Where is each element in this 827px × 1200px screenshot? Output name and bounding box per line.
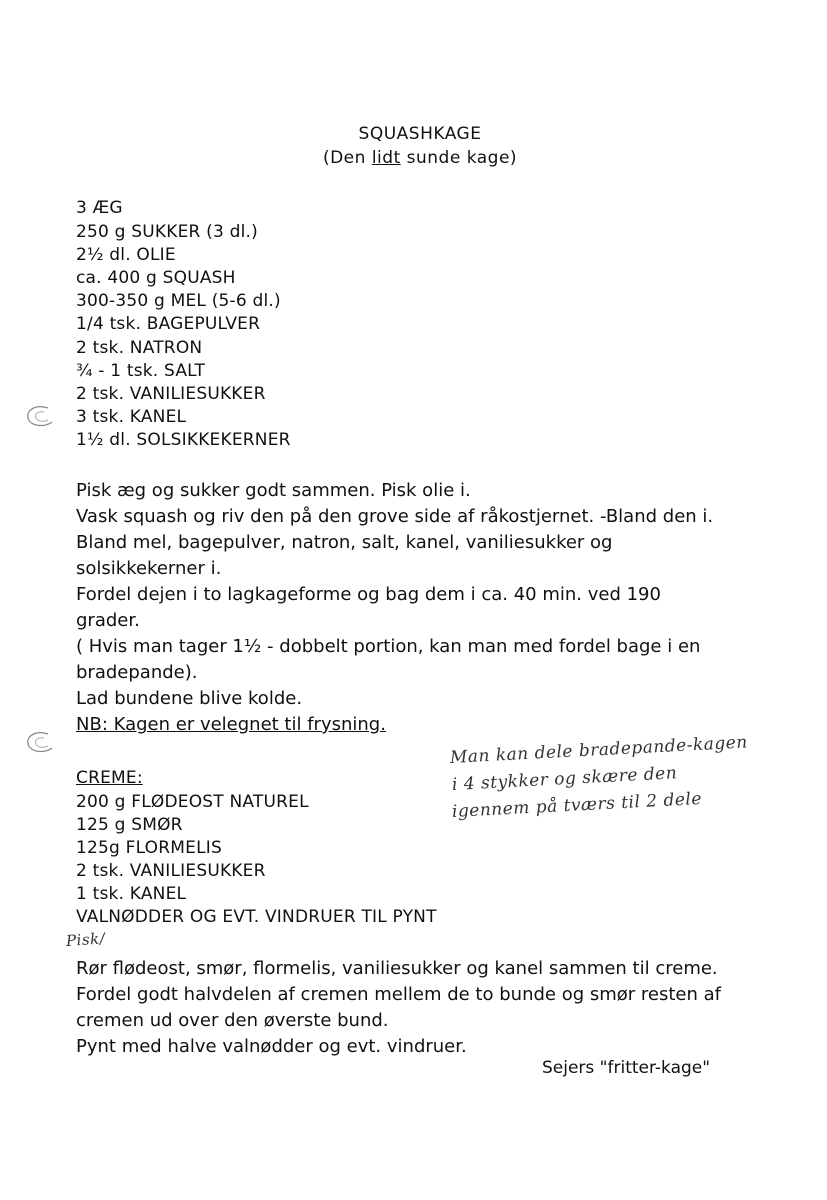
creme-method-line: Rør flødeost, smør, flormelis, vaniliesukker og kanel sammen til creme. [76,958,718,979]
creme-heading: CREME: [76,768,143,788]
subtitle-underlined-word: lidt [371,148,401,168]
method-line: Pisk æg og sukker godt sammen. Pisk olie i. [76,480,471,501]
handwritten-note-line: i 4 stykker og skære den [451,763,678,795]
creme-method-line: Fordel godt halvdelen af cremen mellem de to bunde og smør resten af [76,984,721,1005]
method-line: Bland mel, bagepulver, natron, salt, kanel, vaniliesukker og [76,532,613,553]
ingredient-line: 3 ÆG [76,198,123,218]
creme-ingredient-line: 2 tsk. VANILIESUKKER [76,861,266,881]
creme-method-line: Pynt med halve valnødder og evt. vindruer. [76,1036,467,1057]
creme-ingredient-line: 125 g SMØR [76,815,183,835]
ingredient-line: 2½ dl. OLIE [76,245,176,265]
handwritten-note-line: igennem på tværs til 2 dele [451,788,703,822]
punch-hole-mark [18,402,58,430]
method-line: Vask squash og riv den på den grove side af råkostjernet. -Bland den i. [76,506,714,527]
method-line: ( Hvis man tager 1½ - dobbelt portion, kan man med fordel bage i en [76,636,701,657]
punch-hole-mark [18,728,58,756]
creme-ingredient-line: 125g FLORMELIS [76,838,222,858]
signature: Sejers "fritter-kage" [542,1058,711,1078]
subtitle-pre: (Den [322,148,372,168]
ingredient-line: 1/4 tsk. BAGEPULVER [76,314,261,334]
creme-ingredient-line: 1 tsk. KANEL [76,884,187,904]
method-line: Lad bundene blive kolde. [76,688,303,709]
recipe-title: SQUASHKAGE [358,124,482,144]
method-line: solsikkekerner i. [76,558,222,579]
method-line: Fordel dejen i to lagkageforme og bag dem i ca. 40 min. ved 190 [76,584,661,605]
handwritten-pisk: Pisk/ [65,929,106,950]
creme-ingredient-line: 200 g FLØDEOST NATUREL [76,792,309,812]
ingredient-line: 300-350 g MEL (5-6 dl.) [76,291,281,311]
subtitle-post: sunde kage) [400,148,518,168]
method-line: grader. [76,610,140,631]
recipe-subtitle [300,148,540,168]
ingredient-line: ca. 400 g SQUASH [76,268,236,288]
nb-note: NB: Kagen er velegnet til frysning. [76,714,386,735]
ingredient-line: 250 g SUKKER (3 dl.) [76,222,258,242]
ingredient-line: ¾ - 1 tsk. SALT [76,361,206,381]
creme-ingredient-line: VALNØDDER OG EVT. VINDRUER TIL PYNT [76,907,437,927]
ingredient-line: 3 tsk. KANEL [76,407,187,427]
handwritten-note-line: Man kan dele bradepande-kagen [449,732,749,768]
ingredient-line: 2 tsk. VANILIESUKKER [76,384,266,404]
ingredient-line: 1½ dl. SOLSIKKEKERNER [76,430,291,450]
ingredient-line: 2 tsk. NATRON [76,338,203,358]
creme-method-line: cremen ud over den øverste bund. [76,1010,389,1031]
method-line: bradepande). [76,662,198,683]
